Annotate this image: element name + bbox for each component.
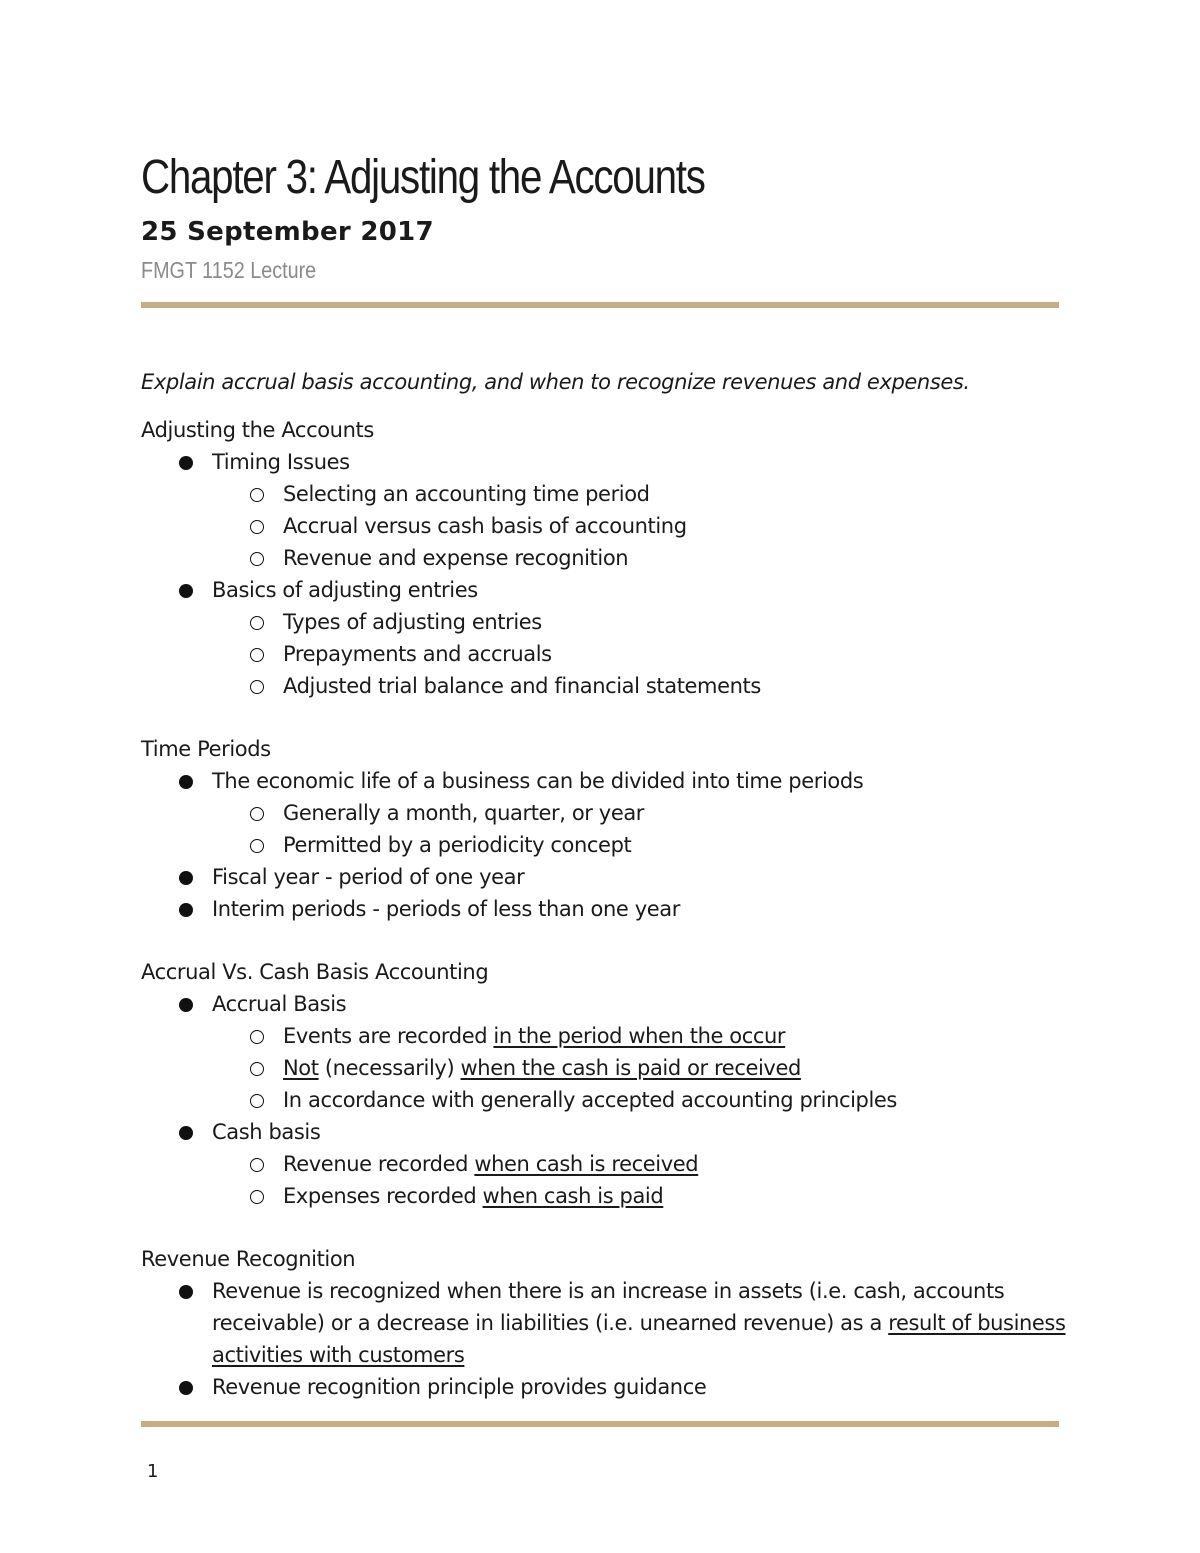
underlined-text: when the cash is paid or received [460, 1056, 801, 1080]
list-item-text: In accordance with generally accepted accounting principles [283, 1088, 897, 1112]
list-item [212, 797, 1066, 829]
hollow-bullet-icon [250, 1062, 264, 1076]
hollow-bullet-icon [250, 1158, 264, 1172]
hollow-bullet-icon [250, 1030, 264, 1044]
hollow-bullet-icon [250, 488, 264, 502]
list-item-text: Events are recorded [283, 1024, 494, 1048]
list-item [212, 1148, 1066, 1180]
list-item [212, 1084, 1066, 1116]
list-item-text: Adjusted trial balance and financial statements [283, 674, 761, 698]
list-item [212, 542, 1066, 574]
hollow-bullet-icon [250, 1190, 264, 1204]
list-item [212, 638, 1066, 670]
filled-bullet-icon [179, 584, 193, 598]
list-item [141, 574, 1066, 702]
list-item-text: Revenue and expense recognition [283, 546, 629, 570]
filled-bullet-icon [179, 775, 193, 789]
list-item-text: The economic life of a business can be divided into time periods [212, 769, 864, 793]
list-item-text: Basics of adjusting entries [212, 578, 478, 602]
hollow-bullet-icon [250, 552, 264, 566]
list-item-text: Fiscal year - period of one year [212, 865, 525, 889]
list-item [141, 765, 1066, 861]
intro-objective: Explain accrual basis accounting, and when to recognize revenues and expenses. [141, 370, 970, 394]
section-accrual-vs-cash [141, 956, 1066, 1212]
list-item-text: Accrual versus cash basis of accounting [283, 514, 687, 538]
list-item-text: Revenue recognition principle provides guidance [212, 1375, 707, 1399]
underlined-text: when cash is paid [482, 1184, 664, 1208]
underlined-text: in the period when the occur [493, 1024, 786, 1048]
underlined-text: result of business activities with customers [212, 1311, 1066, 1367]
sub-list [212, 797, 1066, 861]
hollow-bullet-icon [250, 680, 264, 694]
document-body [141, 366, 1066, 1403]
underlined-text: when cash is received [474, 1152, 699, 1176]
list-item [141, 1275, 1066, 1371]
list-item [141, 861, 1066, 893]
list-item-text: Cash basis [212, 1120, 321, 1144]
list-item-text: Accrual Basis [212, 992, 347, 1016]
hollow-bullet-icon [250, 807, 264, 821]
list-item [141, 988, 1066, 1116]
list-item [212, 478, 1066, 510]
list-item-text: Selecting an accounting time period [283, 482, 650, 506]
section-heading: Revenue Recognition [141, 1247, 356, 1271]
sub-list [212, 478, 1066, 574]
sub-list [212, 606, 1066, 702]
header-divider [141, 302, 1059, 308]
section-heading: Accrual Vs. Cash Basis Accounting [141, 960, 489, 984]
filled-bullet-icon [179, 998, 193, 1012]
section-heading: Time Periods [141, 737, 271, 761]
list-item [212, 1180, 1066, 1212]
list-item [212, 606, 1066, 638]
footer-divider [141, 1421, 1059, 1427]
list-item [212, 1052, 1066, 1084]
section-adjusting-accounts [141, 414, 1066, 702]
hollow-bullet-icon [250, 648, 264, 662]
list-item-text: Revenue recorded [283, 1152, 475, 1176]
bullet-list [141, 1275, 1066, 1403]
hollow-bullet-icon [250, 839, 264, 853]
section-revenue-recognition [141, 1243, 1066, 1403]
page-number: 1 [147, 1461, 159, 1482]
page-title: Chapter 3: Adjusting the Accounts [141, 151, 705, 204]
section-heading: Adjusting the Accounts [141, 418, 374, 442]
list-item [212, 670, 1066, 702]
filled-bullet-icon [179, 1285, 193, 1299]
sub-list [212, 1148, 1066, 1212]
list-item [141, 893, 1066, 925]
hollow-bullet-icon [250, 520, 264, 534]
bullet-list [141, 988, 1066, 1212]
list-item-text: Revenue is recognized when there is an increase in assets (i.e. cash, accounts receivable) or a decrease in liabilities (i.e. unearned revenue) as a [212, 1279, 1005, 1335]
list-item [212, 1020, 1066, 1052]
filled-bullet-icon [179, 903, 193, 917]
bullet-list [141, 765, 1066, 925]
list-item [212, 510, 1066, 542]
list-item-text: Prepayments and accruals [283, 642, 552, 666]
hollow-bullet-icon [250, 1094, 264, 1108]
sub-list [212, 1020, 1066, 1116]
list-item [212, 829, 1066, 861]
list-item [141, 1116, 1066, 1212]
list-item-text: (necessarily) [318, 1056, 461, 1080]
list-item-text: Expenses recorded [283, 1184, 483, 1208]
filled-bullet-icon [179, 871, 193, 885]
list-item-text: Generally a month, quarter, or year [283, 801, 645, 825]
filled-bullet-icon [179, 1381, 193, 1395]
section-time-periods [141, 733, 1066, 925]
list-item-text: Timing Issues [212, 450, 350, 474]
bullet-list [141, 446, 1066, 702]
course-subtitle: FMGT 1152 Lecture [141, 257, 317, 283]
lecture-date: 25 September 2017 [141, 217, 434, 247]
filled-bullet-icon [179, 1126, 193, 1140]
underlined-text: Not [283, 1056, 319, 1080]
filled-bullet-icon [179, 456, 193, 470]
list-item-text: Permitted by a periodicity concept [283, 833, 632, 857]
hollow-bullet-icon [250, 616, 264, 630]
list-item-text: Interim periods - periods of less than one year [212, 897, 680, 921]
list-item [141, 1371, 1066, 1403]
list-item [141, 446, 1066, 574]
list-item-text: Types of adjusting entries [283, 610, 542, 634]
